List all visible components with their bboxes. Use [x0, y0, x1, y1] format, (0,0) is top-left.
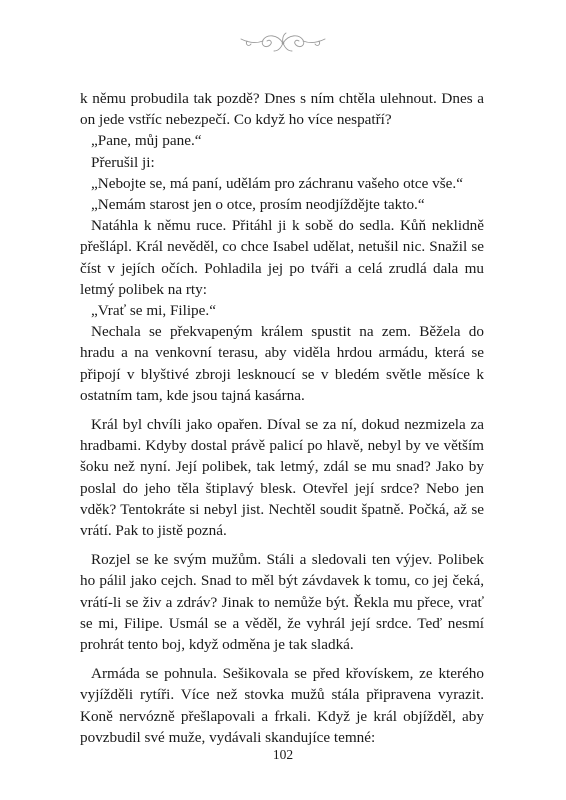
paragraph: Rozjel se ke svým mužům. Stáli a sledovali ten výjev. Polibek ho pálil jako cejch. Snad to měl být závdavek k tomu, co jej čeká, vrátí-li se živ a zdráv? Jinak to nemůže být. Řekla mu přece, vrať se mi, Filipe. Usmál se a věděl, že vyhrál její srdce. Teď nesmí prohrát tento boj, když odměna je tak sladká. — [80, 551, 484, 654]
paragraph: „Nebojte se, má paní, udělám pro záchranu vašeho otce vše.“ — [91, 174, 463, 192]
paragraph: Nechala se překvapeným králem spustit na zem. Běžela do hradu a na venkovní terasu, aby viděla hrdou armádu, která se připojí v blyštivé zbroji lesknoucí se v bledém světle měsíce k ostatním tam, kde jsou tajná kasárna. — [80, 323, 484, 404]
floral-flourish-icon — [233, 28, 333, 56]
body-text — [80, 88, 484, 748]
page-number: 102 — [272, 747, 294, 762]
paragraph: „Nemám starost jen o otce, prosím neodjíždějte takto.“ — [91, 196, 425, 214]
paragraph: „Vrať se mi, Filipe.“ — [91, 302, 216, 320]
paragraph: k němu probudila tak pozdě? Dnes s ním chtěla ulehnout. Dnes a on jede vstříc nebezpečí. Co když ho více nespatří? — [80, 90, 484, 129]
paragraph: „Pane, můj pane.“ — [91, 132, 202, 150]
paragraph: Natáhla k němu ruce. Přitáhl ji k sobě do sedla. Kůň neklidně přešlápl. Král nevěděl, co chce Isabel udělat, netušil nic. Snažil se číst v jejích očích. Pohladila jej po tváři a celá zrudlá dala mu letmý polibek na rty: — [80, 217, 484, 298]
paragraph: Armáda se pohnula. Sešikovala se před křovískem, ze kterého vyjížděli rytíři. Více než stovka mužů stála připravena vyrazit. Koně nervózně přešlapovali a frkali. Když je král objížděl, aby povzbudil své muže, vydávali skandujíce temné: — [80, 665, 484, 746]
paragraph: Přerušil ji: — [91, 153, 155, 171]
paragraph: Král byl chvíli jako opařen. Díval se za ní, dokud nezmizela za hradbami. Kdyby dostal právě palicí po hlavě, nebyl by ve větším šoku než nyní. Její polibek, tak letmý, zdál se mu snad? Jako by poslal do jeho těla štiplavý blesk. Otevřel její srdce? Nebo jen vděk? Tentokráte si nebyl jist. Nechtěl soudit špatně. Počká, až se vrátí. Pak to jistě pozná. — [80, 416, 484, 540]
